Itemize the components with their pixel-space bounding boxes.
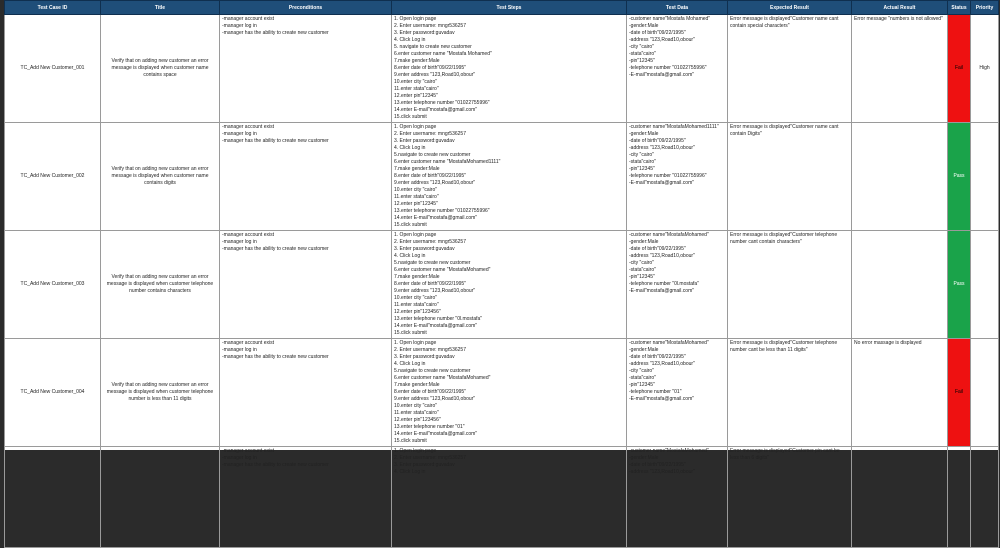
priority-cell[interactable]: High [971, 15, 999, 123]
test-step-line: 9.enter address "123,Road10,obour" [394, 72, 476, 78]
test-data-line: -customer name"MostafaMohamed" [629, 340, 709, 346]
status-badge[interactable]: Fail [948, 15, 971, 123]
priority-cell[interactable] [971, 339, 999, 447]
test-data-line: -customer name"MostafaMohamed" [629, 448, 709, 454]
test-step-line: 10.enter city "cairo" [394, 79, 438, 85]
test-data-line: -pin"12345" [629, 382, 655, 388]
header-status[interactable]: Status [948, 1, 971, 15]
test-step-line: 6.enter customer name "MostafaMohamed" [394, 375, 491, 381]
title-text: Verify that on adding new customer an error message is displayed when customer name contains digits [111, 166, 209, 186]
test-step-line: 11.enter stata"cairo" [394, 194, 439, 200]
test-step-line: 10.enter city "cairo" [394, 403, 438, 409]
test-step-line: 4. Click Log in [394, 145, 426, 151]
test-step-line: 5.navigate to create new customer [394, 152, 471, 158]
title-text: Verify that on adding new customer an error message is displayed when customer telephone number contains characters [106, 274, 214, 294]
spreadsheet [4, 0, 998, 475]
test-step-line: 11.enter stata"cairo" [394, 302, 439, 308]
test-step-line: 1. Open login page [394, 124, 437, 130]
test-steps-cell[interactable] [392, 123, 627, 231]
status-badge[interactable] [948, 447, 971, 548]
test-data-line: -E-mail"mostafa@gmail.com" [629, 180, 695, 186]
precondition-line: -manager log in [222, 131, 257, 137]
test-data-line: -E-mail"mostafa@gmail.com" [629, 396, 695, 402]
header-title[interactable]: Title [101, 1, 220, 15]
test-step-line: 12.enter pin"123456" [394, 309, 441, 315]
test-data-line: -date of birth"09/22/1995" [629, 138, 686, 144]
test-step-line: 3. Enter password:guvadav [394, 30, 455, 36]
test-data-line: -gender:Male [629, 239, 659, 245]
test-data-line: -address "123,Road10,obour" [629, 37, 695, 43]
test-steps-cell[interactable] [392, 231, 627, 339]
priority-cell[interactable] [971, 123, 999, 231]
test-step-line: 7.make gender:Male [394, 166, 440, 172]
actual-result-cell[interactable] [852, 447, 948, 548]
table-row [5, 123, 999, 231]
test-data-line: -date of birth"09/22/1995" [629, 30, 686, 36]
test-data-line: -pin"12345" [629, 58, 655, 64]
test-step-line: 10.enter city "cairo" [394, 295, 438, 301]
test-step-line: 10.enter city "cairo" [394, 187, 438, 193]
table-row [5, 447, 999, 548]
title-text: Verify that on adding new customer an error message is displayed when customer name contains space [111, 58, 209, 78]
test-step-line: 13.enter telephone number "01" [394, 424, 465, 430]
test-data-line: -gender:Male [629, 131, 659, 137]
test-data-cell[interactable] [627, 231, 728, 339]
test-step-line: 14.enter E-mail"mostafa@gmail.com" [394, 107, 478, 113]
header-test-steps[interactable]: Test Steps [392, 1, 627, 15]
test-data-line: -stata"cairo" [629, 51, 656, 57]
precondition-line: -manager account exist [222, 232, 274, 238]
test-case-id-cell[interactable]: TC_Add New Customer_001 [5, 15, 101, 123]
test-step-line: 1. Open login page [394, 340, 437, 346]
test-data-cell[interactable] [627, 339, 728, 447]
test-step-line: 6.enter customer name "MostafaMohamed" [394, 267, 491, 273]
test-step-line: 4. Click Log in [394, 253, 426, 259]
test-data-line: -customer name"Mostafa Mohamed" [629, 16, 711, 22]
title-cell[interactable] [101, 15, 220, 123]
priority-cell[interactable] [971, 447, 999, 548]
test-case-table [4, 0, 999, 548]
test-data-line: -telephone number "0l.mostafa" [629, 281, 699, 287]
test-steps-cell[interactable] [392, 15, 627, 123]
test-data-line: -city "cairo" [629, 44, 654, 50]
test-steps-cell[interactable] [392, 339, 627, 447]
precondition-line: -manager account exist [222, 16, 274, 22]
test-data-line: -pin"12345" [629, 166, 655, 172]
test-step-line: 8.enter date of birth"09/22/1995" [394, 65, 466, 71]
title-cell[interactable] [101, 123, 220, 231]
test-data-line: -date of birth"09/22/1995" [629, 462, 686, 468]
test-step-line: 5. navigate to create new customer [394, 44, 472, 50]
precondition-line: -manager has the ability to create new customer [222, 246, 329, 252]
precondition-line: -manager log in [222, 239, 257, 245]
title-cell[interactable] [101, 339, 220, 447]
header-row [5, 1, 999, 15]
test-step-line: 3. Enter password:guvadav [394, 354, 455, 360]
test-step-line: 13.enter telephone number "01022755996" [394, 100, 490, 106]
header-preconditions[interactable]: Preconditions [220, 1, 392, 15]
test-step-line: 3. Enter password:guvadav [394, 138, 455, 144]
test-step-line: 2. Enter username: mngr536257 [394, 131, 466, 137]
test-case-id-cell[interactable]: TC_Add New Customer_004 [5, 339, 101, 447]
test-data-cell[interactable] [627, 447, 728, 548]
test-step-line: 4. Click Log in [394, 469, 426, 475]
test-data-line: -stata"cairo" [629, 375, 656, 381]
test-case-id-cell[interactable] [5, 447, 101, 548]
test-step-line: 15.click submit [394, 114, 427, 120]
preconditions-cell[interactable] [220, 15, 392, 123]
test-step-line: 8.enter date of birth"09/22/1995" [394, 173, 466, 179]
test-step-line: 9.enter address "123,Road10,obour" [394, 288, 476, 294]
preconditions-cell[interactable] [220, 447, 392, 548]
test-step-line: 1. Open login page [394, 232, 437, 238]
test-step-line: 7.make gender:Male [394, 382, 440, 388]
preconditions-cell[interactable] [220, 339, 392, 447]
preconditions-cell[interactable] [220, 231, 392, 339]
test-step-line: 1. Open login page [394, 448, 437, 454]
test-step-line: 8.enter date of birth"09/22/1995" [394, 389, 466, 395]
test-step-line: 4. Click Log in [394, 37, 426, 43]
test-data-line: -telephone number "01022755996" [629, 65, 707, 71]
test-step-line: 6.enter customer name "MostafaMohamed1111" [394, 159, 501, 165]
test-data-line: -gender:Male [629, 23, 659, 29]
test-data-line: -telephone number "01022755996" [629, 173, 707, 179]
test-step-line: 8.enter date of birth"09/22/1995" [394, 281, 466, 287]
expected-result-cell[interactable]: Error message is displayed"Customer name cant contain Digits" [728, 123, 852, 231]
test-step-line: 5.navigate to create new customer [394, 368, 471, 374]
test-step-line: 14.enter E-mail"mostafa@gmail.com" [394, 215, 478, 221]
actual-result-cell[interactable]: No error massage is displayed [852, 339, 948, 447]
test-step-line: 5.navigate to create new customer [394, 260, 471, 266]
test-step-line: 2. Enter username: mngr536257 [394, 23, 466, 29]
test-data-cell[interactable] [627, 123, 728, 231]
test-data-line: -telephone number "01" [629, 389, 682, 395]
test-step-line: 7.make gender:Male [394, 58, 440, 64]
precondition-line: -manager has the ability to create new customer [222, 30, 329, 36]
header-test-data[interactable]: Test Data [627, 1, 728, 15]
actual-result-cell[interactable] [852, 231, 948, 339]
actual-result-cell[interactable] [852, 123, 948, 231]
test-data-line: -address "123,Road10,obour" [629, 469, 695, 475]
table-row [5, 231, 999, 339]
test-data-line: -address "123,Road10,obour" [629, 253, 695, 259]
test-step-line: 13.enter telephone number "01022755996" [394, 208, 490, 214]
test-step-line: 14.enter E-mail"mostafa@gmail.com" [394, 323, 478, 329]
test-data-line: -stata"cairo" [629, 267, 656, 273]
precondition-line: -manager has the ability to create new customer [222, 138, 329, 144]
test-step-line: 9.enter address "123,Road10,obour" [394, 396, 476, 402]
test-step-line: 1. Open login page [394, 16, 437, 22]
test-step-line: 3. Enter password:guvadav [394, 462, 455, 468]
expected-result-cell[interactable]: Error message is displayed"Customer pin cant be less than 6 digits" [728, 447, 852, 548]
precondition-line: -manager log in [222, 347, 257, 353]
table-row [5, 15, 999, 123]
header-test-case-id[interactable]: Test Case ID [5, 1, 101, 15]
test-data-line: -date of birth"09/22/1995" [629, 246, 686, 252]
test-case-id-cell[interactable]: TC_Add New Customer_002 [5, 123, 101, 231]
priority-cell[interactable] [971, 231, 999, 339]
test-steps-cell[interactable] [392, 447, 627, 548]
test-step-line: 12.enter pin"123456" [394, 417, 441, 423]
test-data-line: -gender:Male [629, 455, 659, 461]
header-actual-result[interactable]: Actual Result [852, 1, 948, 15]
precondition-line: -manager account exist [222, 340, 274, 346]
actual-result-cell[interactable]: Error message "numbers is not allowed" [852, 15, 948, 123]
test-step-line: 6.enter customer name "Mostafa Mohamed" [394, 51, 492, 57]
precondition-line: -manager account exist [222, 124, 274, 130]
expected-result-cell[interactable]: Error message is displayed"Customer telephone number cant be less than 11 digits" [728, 339, 852, 447]
title-cell[interactable] [101, 231, 220, 339]
status-badge[interactable]: Fail [948, 339, 971, 447]
precondition-line: -manager has the ability to create new customer [222, 354, 329, 360]
test-step-line: 4. Click Log in [394, 361, 426, 367]
test-data-line: -E-mail"mostafa@gmail.com" [629, 72, 695, 78]
preconditions-cell[interactable] [220, 123, 392, 231]
table-row [5, 339, 999, 447]
test-data-line: -customer name"MostafaMohamed1111" [629, 124, 719, 130]
test-step-line: 2. Enter username: mngr536257 [394, 455, 466, 461]
test-step-line: 11.enter stata"cairo" [394, 410, 439, 416]
test-data-line: -city "cairo" [629, 152, 654, 158]
test-step-line: 9.enter address "123,Road10,obour" [394, 180, 476, 186]
test-data-line: -address "123,Road10,obour" [629, 145, 695, 151]
status-badge[interactable]: Pass [948, 123, 971, 231]
precondition-line: -manager log in [222, 455, 257, 461]
test-data-line: -city "cairo" [629, 260, 654, 266]
test-data-line: -pin"12345" [629, 274, 655, 280]
test-step-line: 2. Enter username: mngr536257 [394, 347, 466, 353]
precondition-line: -manager account exist [222, 448, 274, 454]
test-data-line: -E-mail"mostafa@gmail.com" [629, 288, 695, 294]
precondition-line: -manager has the ability to create new customer [222, 462, 329, 468]
test-step-line: 11.enter stata"cairo" [394, 86, 439, 92]
test-step-line: 15.click submit [394, 330, 427, 336]
test-step-line: 12.enter pin"12345" [394, 201, 438, 207]
test-step-line: 13.enter telephone number "0l.mostafa" [394, 316, 483, 322]
header-priority[interactable]: Priority [971, 1, 999, 15]
test-data-line: -stata"cairo" [629, 159, 656, 165]
test-data-line: -customer name"MostafaMohamed" [629, 232, 709, 238]
test-step-line: 14.enter E-mail"mostafa@gmail.com" [394, 431, 478, 437]
test-data-line: -gender:Male [629, 347, 659, 353]
test-data-line: -city "cairo" [629, 368, 654, 374]
header-expected-result[interactable]: Expected Result [728, 1, 852, 15]
test-step-line: 3. Enter password:guvadav [394, 246, 455, 252]
title-text: Verify that on adding new customer an error message is displayed when customer telephone number is less than 11 digits [106, 382, 214, 402]
title-cell[interactable] [101, 447, 220, 548]
test-step-line: 7.make gender:Male [394, 274, 440, 280]
test-data-cell[interactable] [627, 15, 728, 123]
test-case-id-cell[interactable]: TC_Add New Customer_003 [5, 231, 101, 339]
status-badge[interactable]: Pass [948, 231, 971, 339]
test-step-line: 2. Enter username: mngr536257 [394, 239, 466, 245]
expected-result-cell[interactable]: Error message is displayed"Customer telephone number cant contain characters" [728, 231, 852, 339]
test-data-line: -address "123,Road10,obour" [629, 361, 695, 367]
expected-result-cell[interactable]: Error message is displayed"Customer name cant contain special characters" [728, 15, 852, 123]
test-step-line: 12.enter pin"12345" [394, 93, 438, 99]
test-data-line: -date of birth"09/22/1995" [629, 354, 686, 360]
test-step-line: 15.click submit [394, 222, 427, 228]
test-step-line: 15.click submit [394, 438, 427, 444]
precondition-line: -manager log in [222, 23, 257, 29]
